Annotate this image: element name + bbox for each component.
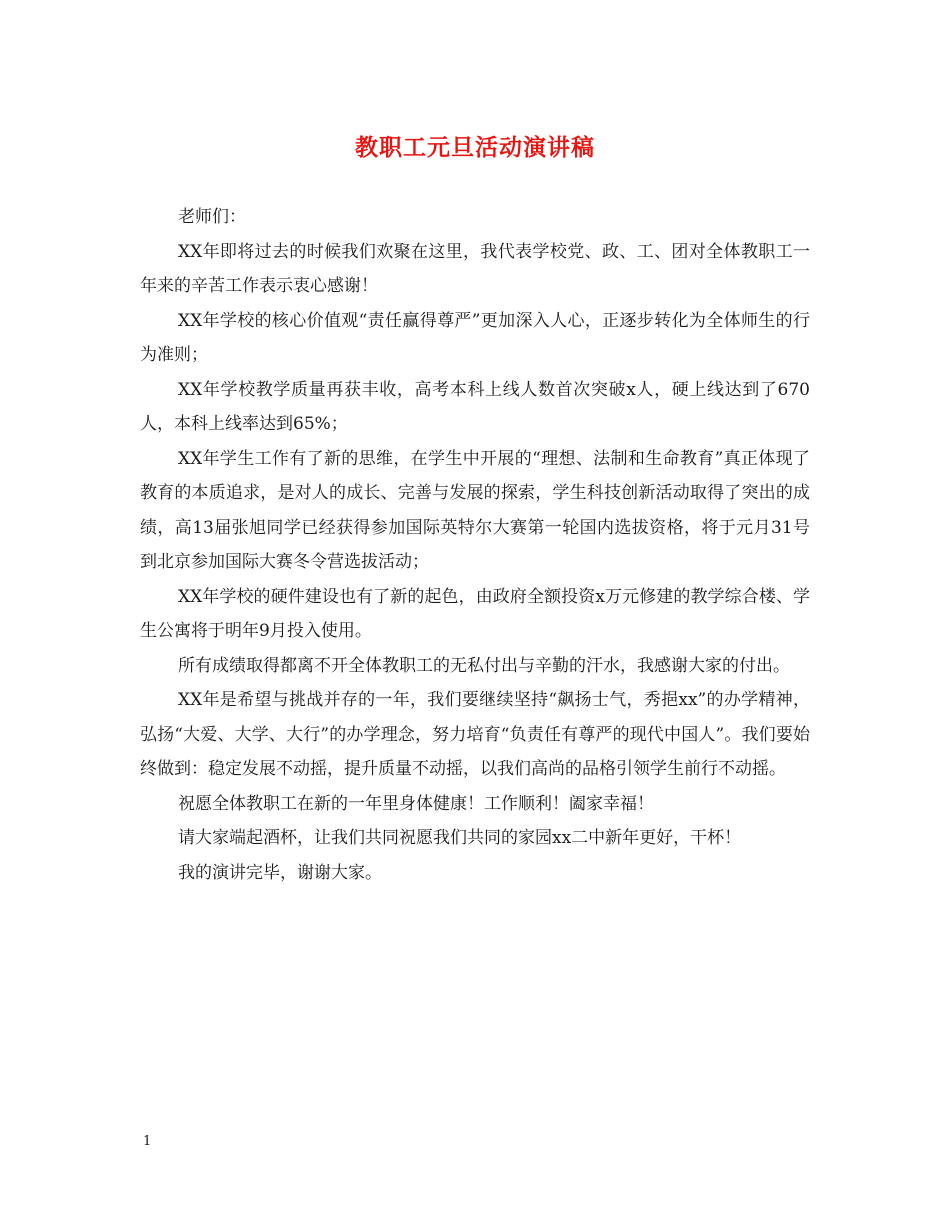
paragraph-closing: 我的演讲完毕，谢谢大家。 xyxy=(178,862,382,883)
paragraph-student-work: XX年学生工作有了新的思维，在学生中开展的“理想、法制和生命教育”真正体现了教育的本质追求，是对人的成长、完善与发展的探索，学生科技创新活动取得了突出的成绩，高13届张旭同学已经获得参加国际英特尔大赛第一轮国内选拔资格，将于元月31号到北京参加国际大赛冬令营选拔活动； xyxy=(140,448,810,572)
document-body xyxy=(140,200,810,890)
paragraph-appreciation: 所有成绩取得都离不开全体教职工的无私付出与辛勤的汗水，我感谢大家的付出。 xyxy=(178,655,790,676)
paragraph-wishes: 祝愿全体教职工在新的一年里身体健康！工作顺利！阖家幸福！ xyxy=(178,793,654,814)
paragraph-thanks: XX年即将过去的时候我们欢聚在这里，我代表学校党、政、工、团对全体教职工一年来的辛苦工作表示衷心感谢！ xyxy=(140,241,810,296)
paragraph-core-values: XX年学校的核心价值观“责任赢得尊严”更加深入人心，正逐步转化为全体师生的行为准则； xyxy=(140,310,810,365)
paragraph-outlook: XX年是希望与挑战并存的一年，我们要继续坚持“飙扬士气，秀挹xx”的办学精神，弘扬“大爱、大学、大行”的办学理念，努力培育“负责任有尊严的现代中国人”。我们要始终做到：稳定发展不动摇，提升质量不动摇，以我们高尚的品格引领学生前行不动摇。 xyxy=(140,690,810,779)
document-title: 教职工元旦活动演讲稿 xyxy=(355,134,595,161)
paragraph-salutation: 老师们： xyxy=(178,207,246,227)
page-number: 1 xyxy=(143,1134,152,1149)
paragraph-teaching-quality: XX年学校教学质量再获丰收，高考本科上线人数首次突破x人，硬上线达到了670人，本科上线率达到65%； xyxy=(140,379,810,434)
paragraph-toast: 请大家端起酒杯，让我们共同祝愿我们共同的家园xx二中新年更好，干杯！ xyxy=(178,828,742,848)
paragraph-facilities: XX年学校的硬件建设也有了新的起色，由政府全额投资x万元修建的教学综合楼、学生公寓将于明年9月投入使用。 xyxy=(140,586,810,641)
